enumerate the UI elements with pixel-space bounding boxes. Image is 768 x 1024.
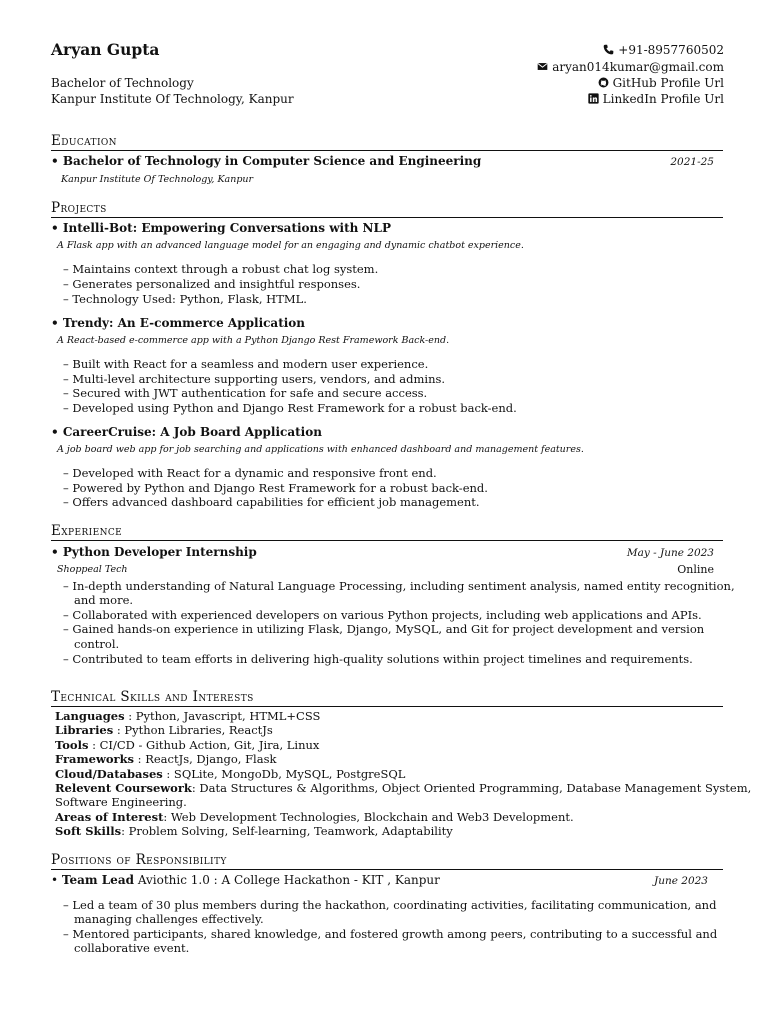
linkedin-text: LinkedIn Profile Url <box>602 92 724 106</box>
envelope-icon <box>537 61 548 72</box>
skill-value: : CI/CD - Github Action, Git, Jira, Linux <box>88 738 320 752</box>
section-experience <box>51 520 723 541</box>
skill-value: : Python, Javascript, HTML+CSS <box>124 709 321 723</box>
skill-row <box>55 723 273 737</box>
experience-mode: Online <box>677 563 714 576</box>
project-point: – Generates personalized and insightful responses. <box>63 277 361 291</box>
education-degree-text: Bachelor of Technology in Computer Science and Engineering <box>62 154 482 168</box>
project-point: – Powered by Python and Django Rest Framework for a robust back-end. <box>63 481 488 495</box>
project-title-text: CareerCruise: A Job Board Application <box>62 425 322 439</box>
section-title-projects: Projects <box>51 200 107 216</box>
skill-row <box>55 824 453 838</box>
skill-row <box>55 810 574 824</box>
project-point: – Built with React for a seamless and modern user experience. <box>63 357 429 371</box>
section-title-experience: Experience <box>51 523 123 539</box>
project-title-text: Trendy: An E-commerce Application <box>62 316 306 330</box>
experience-role: • Python Developer Internship <box>51 545 257 559</box>
email-text: aryan014kumar@gmail.com <box>552 60 724 74</box>
skill-row <box>55 738 319 752</box>
skill-row <box>55 781 751 795</box>
project-title: • CareerCruise: A Job Board Application <box>51 425 322 439</box>
section-title-positions: Positions of Responsibility <box>51 852 227 868</box>
degree-line: Bachelor of Technology <box>51 76 194 90</box>
section-skills <box>51 686 723 707</box>
position-point-cont: collaborative event. <box>74 941 190 955</box>
skill-row <box>55 709 320 723</box>
education-bullet: • <box>51 154 59 168</box>
github-text: GitHub Profile Url <box>612 76 724 90</box>
project-point: – Developed using Python and Django Rest Framework for a robust back-end. <box>63 401 517 415</box>
skill-label: Frameworks <box>55 752 135 766</box>
skill-value: : ReactJs, Django, Flask <box>134 752 277 766</box>
skill-label: Libraries <box>55 723 114 737</box>
experience-role-text: Python Developer Internship <box>62 545 257 559</box>
position-point-cont: managing challenges effectively. <box>74 912 264 926</box>
phone-text: +91-8957760502 <box>618 43 724 57</box>
contact-phone[interactable] <box>603 43 724 57</box>
position-date: June 2023 <box>653 875 708 887</box>
section-projects <box>51 197 723 218</box>
skill-label: Areas of Interest <box>55 810 164 824</box>
skill-label: Tools <box>55 738 89 752</box>
position-line: • Team Lead Aviothic 1.0 : A College Hackathon - KIT , Kanpur <box>51 873 440 887</box>
github-icon <box>598 77 609 88</box>
project-title: • Intelli-Bot: Empowering Conversations with NLP <box>51 221 391 235</box>
project-point: – Secured with JWT authentication for safe and secure access. <box>63 386 428 400</box>
candidate-name: Aryan Gupta <box>51 40 160 59</box>
project-desc: A job board web app for job searching and applications with enhanced dashboard and management features. <box>57 444 584 455</box>
education-institute: Kanpur Institute Of Technology, Kanpur <box>61 174 254 185</box>
education-degree <box>51 154 481 168</box>
section-education <box>51 130 723 151</box>
contact-email[interactable] <box>537 60 724 74</box>
experience-point: – Collaborated with experienced developers on various Python projects, including web applications and APIs. <box>63 608 702 622</box>
project-title: • Trendy: An E-commerce Application <box>51 316 306 330</box>
project-desc: A Flask app with an advanced language model for an engaging and dynamic chatbot experience. <box>57 240 524 251</box>
section-title-skills: Technical Skills and Interests <box>51 689 254 705</box>
section-positions <box>51 849 723 870</box>
institute-line: Kanpur Institute Of Technology, Kanpur <box>51 92 294 106</box>
linkedin-icon <box>588 93 599 104</box>
skill-value: : Problem Solving, Self-learning, Teamwork, Adaptability <box>121 824 453 838</box>
skill-label: Relevent Coursework <box>55 781 192 795</box>
experience-company: Shoppeal Tech <box>57 564 128 575</box>
skill-label: Cloud/Databases <box>55 767 163 781</box>
experience-point: – Contributed to team efforts in delivering high-quality solutions within project timelines and requirements. <box>63 652 693 666</box>
experience-point-cont: control. <box>74 637 120 651</box>
section-title-education: Education <box>51 133 117 149</box>
education-years: 2021-25 <box>670 156 714 168</box>
skill-value: Software Engineering. <box>55 795 187 809</box>
position-point: – Led a team of 30 plus members during the hackathon, coordinating activities, facilitating communication, and <box>63 898 717 912</box>
experience-point-cont: and more. <box>74 593 134 607</box>
experience-point: – In-depth understanding of Natural Language Processing, including sentiment analysis, named entity recognition, <box>63 579 735 593</box>
project-point: – Technology Used: Python, Flask, HTML. <box>63 292 307 306</box>
project-point: – Developed with React for a dynamic and responsive front end. <box>63 466 437 480</box>
skill-label: Soft Skills <box>55 824 122 838</box>
contact-linkedin[interactable] <box>588 92 724 106</box>
position-role: Team Lead <box>61 873 134 887</box>
skill-row-cont <box>55 795 187 809</box>
skill-row <box>55 752 276 766</box>
position-point: – Mentored participants, shared knowledge, and fostered growth among peers, contributing to a successful and <box>63 927 718 941</box>
contact-github[interactable] <box>598 76 724 90</box>
project-title-text: Intelli-Bot: Empowering Conversations with NLP <box>62 221 391 235</box>
skill-row <box>55 767 405 781</box>
phone-icon <box>603 44 614 55</box>
skill-value: : Data Structures & Algorithms, Object Oriented Programming, Database Management System, <box>191 781 752 795</box>
skill-label: Languages <box>55 709 125 723</box>
position-event: Aviothic 1.0 : A College Hackathon - KIT , Kanpur <box>137 873 440 887</box>
experience-point: – Gained hands-on experience in utilizing Flask, Django, MySQL, and Git for project development and version <box>63 622 705 636</box>
skill-value: : Web Development Technologies, Blockchain and Web3 Development. <box>163 810 574 824</box>
experience-dates: May - June 2023 <box>626 547 714 559</box>
project-point: – Maintains context through a robust chat log system. <box>63 262 379 276</box>
skill-value: : Python Libraries, ReactJs <box>113 723 273 737</box>
project-point: – Multi-level architecture supporting users, vendors, and admins. <box>63 372 446 386</box>
project-point: – Offers advanced dashboard capabilities for efficient job management. <box>63 495 480 509</box>
skill-value: : SQLite, MongoDb, MySQL, PostgreSQL <box>162 767 406 781</box>
project-desc: A React-based e-commerce app with a Python Django Rest Framework Back-end. <box>57 335 450 346</box>
